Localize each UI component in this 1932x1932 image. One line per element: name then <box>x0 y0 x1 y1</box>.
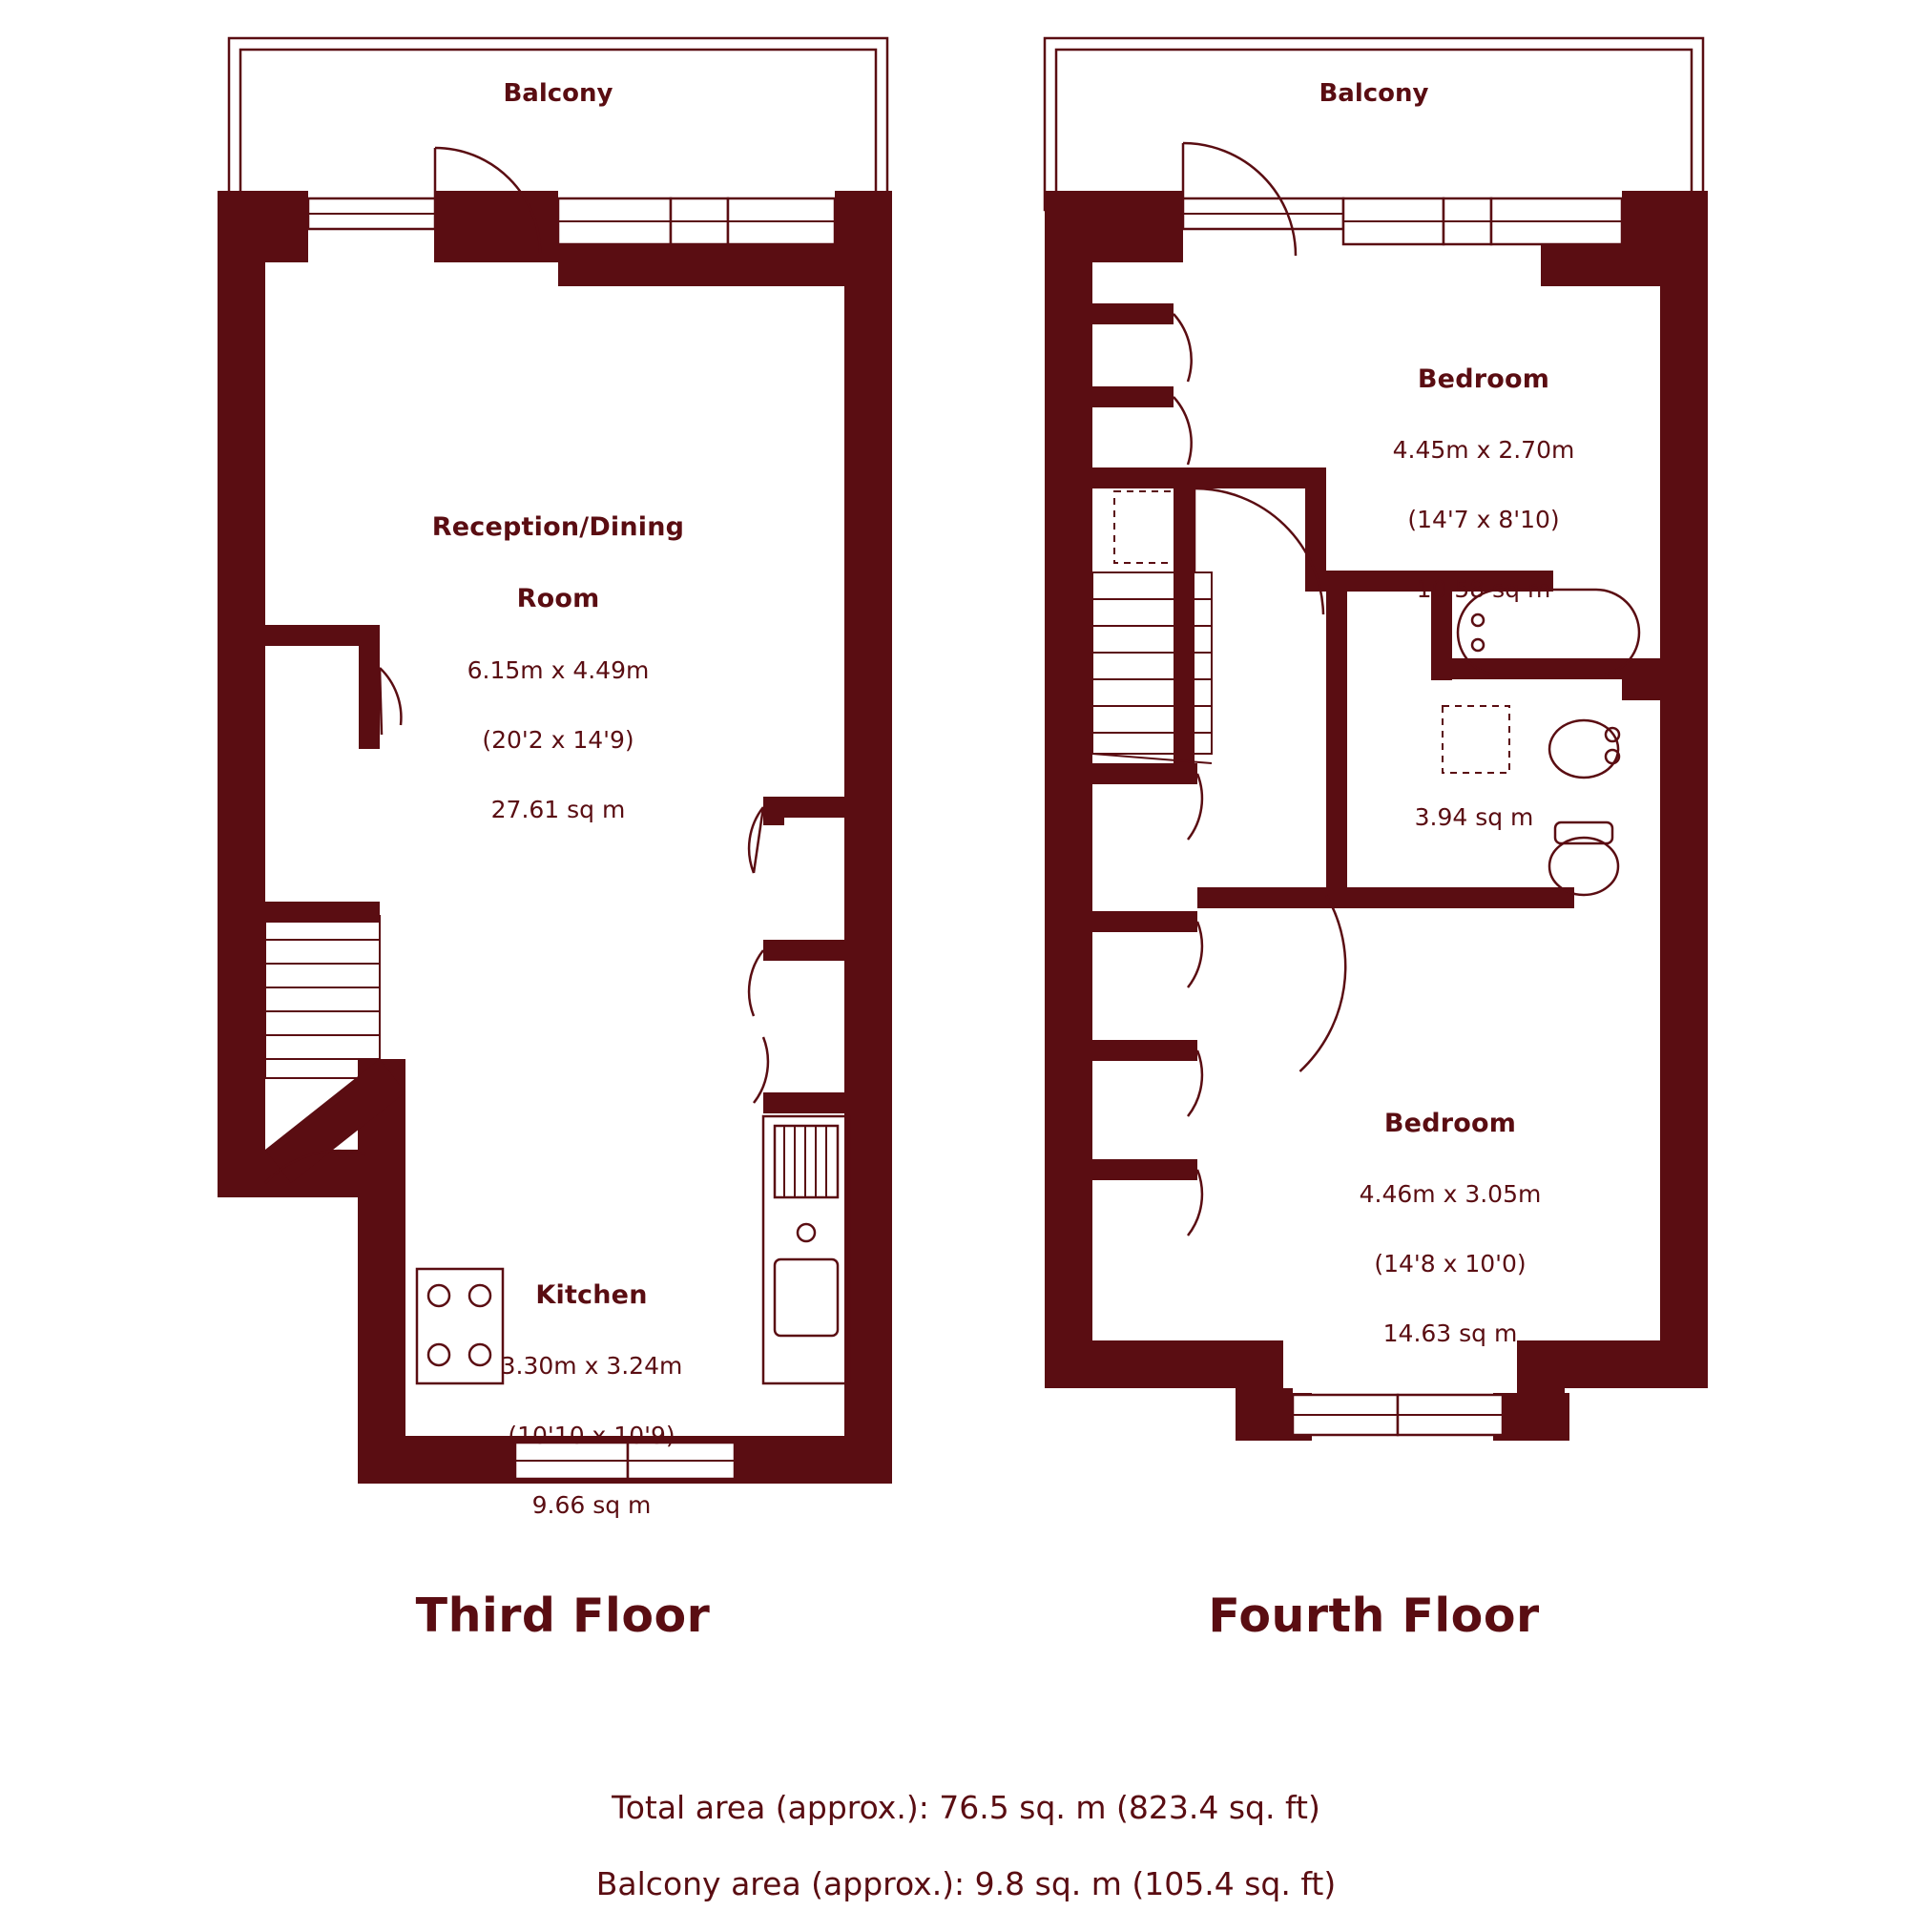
room-area: 27.61 sq m <box>490 795 626 823</box>
room-name-line2: Room <box>516 584 600 614</box>
third-balcony-label: Balcony <box>503 79 613 108</box>
room-dim-imperial: (10'10 x 10'9) <box>508 1422 675 1450</box>
room-area: 14.63 sq m <box>1382 1319 1518 1348</box>
room-label-reception-dining <box>339 472 778 864</box>
room-label-kitchen <box>401 1240 782 1560</box>
floor-title-third: Third Floor <box>415 1589 711 1643</box>
room-label-bathroom <box>1336 763 1612 872</box>
fourth-balcony-outline <box>1045 38 1703 210</box>
room-label-bedroom-2 <box>1250 1069 1651 1388</box>
third-floor-stairs <box>265 916 380 1078</box>
room-area: 3.94 sq m <box>1414 802 1534 831</box>
room-name-line1: Bedroom <box>1417 364 1550 394</box>
room-dim-imperial: (14'8 x 10'0) <box>1374 1250 1527 1278</box>
balcony-area-text: Balcony area (approx.): 9.8 sq. m (105.4 sq. ft) <box>595 1865 1337 1902</box>
room-dim-metric: 6.15m x 4.49m <box>467 655 650 684</box>
total-area-text: Total area (approx.): 76.5 sq. m (823.4 sq. ft) <box>612 1789 1320 1826</box>
room-name-line1: Reception/Dining <box>431 511 685 542</box>
room-dim-imperial: (14'7 x 8'10) <box>1407 506 1560 534</box>
room-label-bedroom-1 <box>1283 324 1684 644</box>
floor-title-fourth: Fourth Floor <box>1208 1589 1540 1643</box>
room-name-line1: Kitchen <box>535 1279 648 1310</box>
room-area: 10.58 sq m <box>1416 575 1551 604</box>
third-balcony-outline <box>229 38 887 210</box>
fourth-balcony-label: Balcony <box>1319 79 1429 108</box>
room-name-line1: Bedroom <box>1383 1108 1517 1138</box>
room-area: 9.66 sq m <box>531 1491 652 1520</box>
room-dim-metric: 4.46m x 3.05m <box>1359 1180 1542 1209</box>
room-dim-imperial: (20'2 x 14'9) <box>482 725 634 754</box>
room-dim-metric: 4.45m x 2.70m <box>1392 436 1575 465</box>
room-dim-metric: 3.30m x 3.24m <box>500 1352 683 1381</box>
